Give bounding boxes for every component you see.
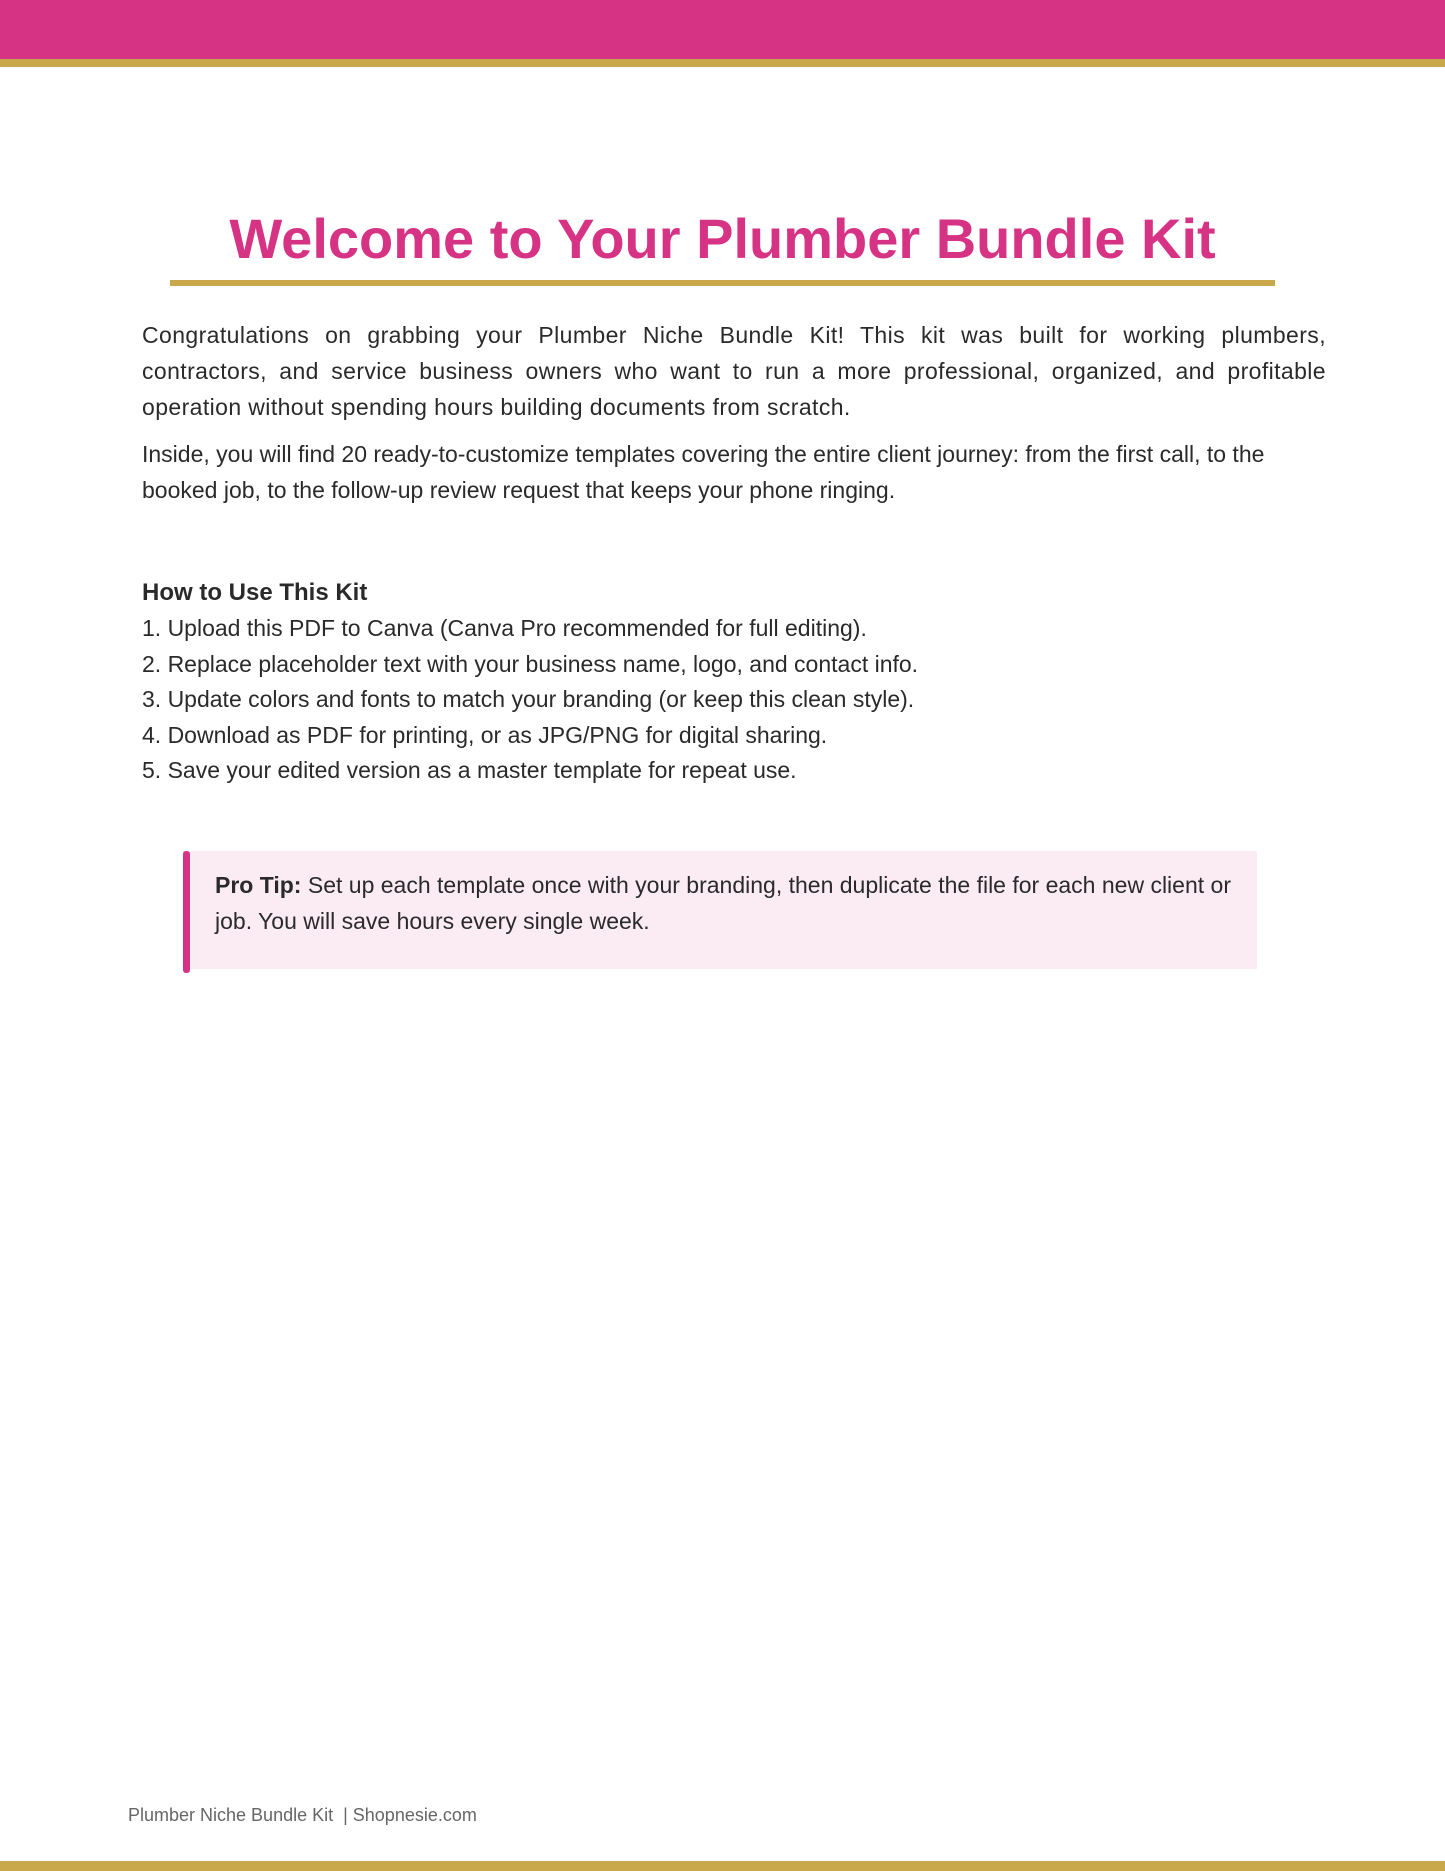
header-band xyxy=(0,0,1445,59)
page-title: Welcome to Your Plumber Bundle Kit xyxy=(229,207,1216,270)
pro-tip-label: Pro Tip: xyxy=(215,872,302,898)
step-item: 5. Save your edited version as a master template for repeat use. xyxy=(142,757,797,783)
pro-tip-body: Set up each template once with your branding, then duplicate the file for each new client or job. You will save hours every single week. xyxy=(215,872,1231,934)
step-item: 3. Update colors and fonts to match your branding (or keep this clean style). xyxy=(142,686,915,712)
how-to-steps xyxy=(142,611,918,789)
footer-text: Plumber Niche Bundle Kit | Shopnesie.com xyxy=(128,1805,477,1825)
title-underline xyxy=(170,280,1275,286)
how-to-heading: How to Use This Kit xyxy=(142,579,368,606)
step-item: 4. Download as PDF for printing, or as JPG/PNG for digital sharing. xyxy=(142,721,828,748)
pro-tip-callout xyxy=(183,851,1257,969)
step-item: 2. Replace placeholder text with your business name, logo, and contact info. xyxy=(142,650,919,677)
step-item: 1. Upload this PDF to Canva (Canva Pro recommended for full editing). xyxy=(142,615,867,641)
how-to-section xyxy=(142,575,918,789)
header-gold-rule xyxy=(0,59,1445,67)
intro-paragraph-2: Inside, you will find 20 ready-to-customize templates covering the entire client journey: from the first call, to the booked job, to the follow-up review request that keeps your phone ringing. xyxy=(142,441,1265,503)
footer-gold-rule xyxy=(0,1861,1445,1871)
pro-tip-accent-bar xyxy=(183,851,190,973)
intro-paragraph-1: Congratulations on grabbing your Plumber Niche Bundle Kit! This kit was built for working plumbers, contractors, and service business owners who want to run a more professional, organized, and profitable operation without spending hours building documents from scratch. xyxy=(142,322,1326,420)
pro-tip-text xyxy=(215,867,1235,939)
